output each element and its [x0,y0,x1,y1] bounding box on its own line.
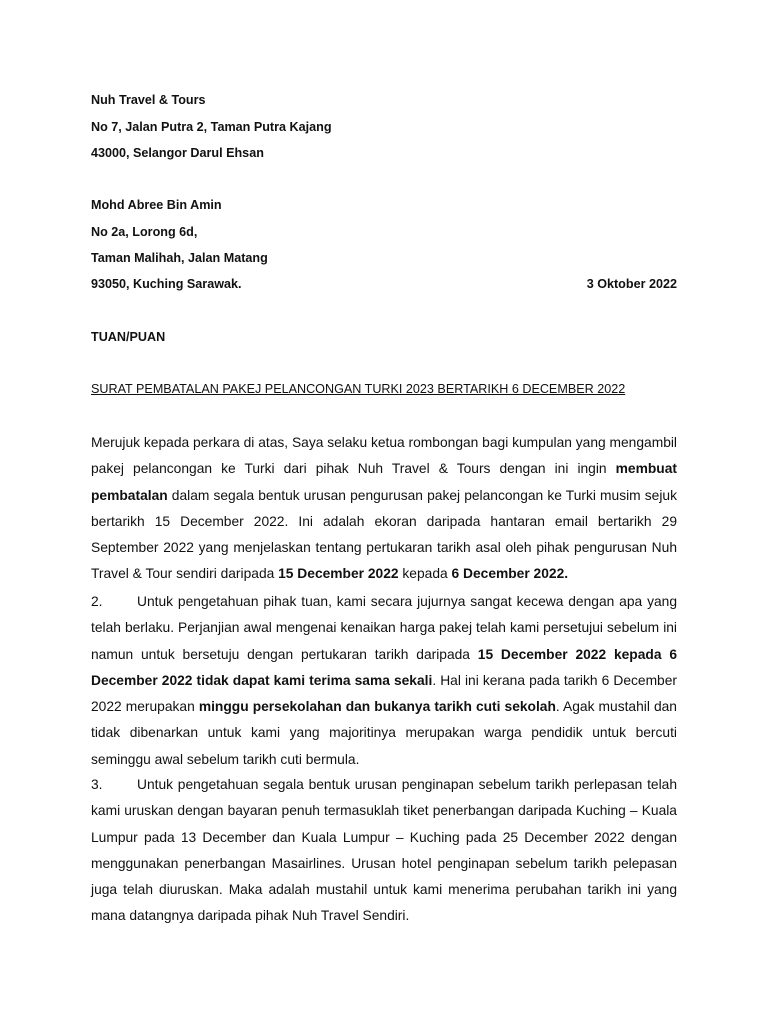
paragraph-3 [91,772,677,930]
paragraph-1-bold-2: 15 December 2022 [278,566,399,582]
paragraph-2-text-1: Untuk pengetahuan pihak tuan, kami secara jujurnya sangat kecewa dengan apa yang telah berlaku. Perjanjian awal mengenai kenaikan harga pakej telah kami persetujui sebelum ini namun untuk bersetuju dengan pertukaran tarikh daripada [91,594,677,662]
sender-address-line-2: 43000, Selangor Darul Ehsan [91,146,264,160]
recipient-name: Mohd Abree Bin Amin [91,198,222,212]
letter-subject: SURAT PEMBATALAN PAKEJ PELANCONGAN TURKI 2023 BERTARIKH 6 DECEMBER 2022 [91,382,626,396]
paragraph-2-number: 2. [91,594,103,609]
sender-address-line-1: No 7, Jalan Putra 2, Taman Putra Kajang [91,120,332,134]
paragraph-1-text-3: kepada [398,566,452,582]
paragraph-1-text-1: Merujuk kepada perkara di atas, Saya selaku ketua rombongan bagi kumpulan yang mengambil pakej pelancongan ke Turki dari pihak Nuh Travel & Tours dengan ini ingin [91,435,677,477]
paragraph-2 [91,589,677,773]
salutation: TUAN/PUAN [91,330,166,344]
recipient-address-line-2: Taman Malihah, Jalan Matang [91,251,268,265]
paragraph-3-text-1: Untuk pengetahuan segala bentuk urusan penginapan sebelum tarikh perlepasan telah kami uruskan dengan bayaran penuh termasuklah tiket penerbangan daripada Kuching – Kuala Lumpur pada 13 December dan Kuala Lumpur – Kuching pada 25 December 2022 dengan menggunakan penerbangan Masairlines. Urusan hotel penginapan sebelum tarikh pelepasan juga telah diuruskan. Maka adalah mustahil untuk kami menerima perubahan tarikh ini yang mana datangnya daripada pihak Nuh Travel Sendiri. [91,777,677,924]
paragraph-3-number: 3. [91,777,103,792]
paragraph-2-bold-2: minggu persekolahan dan bukanya tarikh cuti sekolah [198,699,556,715]
recipient-address-line-1: No 2a, Lorong 6d, [91,225,198,239]
recipient-address-line-3: 93050, Kuching Sarawak. [91,277,242,291]
paragraph-2-bold-1: 15 December 2022 kepada 6 December 2022 tidak dapat kami terima sama sekali [91,646,677,688]
letter-date: 3 Oktober 2022 [586,277,677,291]
paragraph-2-text-3: . Agak mustahil dan tidak dibenarkan untuk kami yang majoritinya merupakan warga pendidik untuk bercuti seminggu awal sebelum tarikh cuti bermula. [91,699,677,767]
paragraph-2-text-2: . Hal ini kerana pada tarikh 6 December 2022 merupakan [91,672,678,715]
paragraph-1-bold-3: 6 December 2022. [451,566,569,582]
paragraph-1-bold-1: membuat pembatalan [91,461,677,503]
paragraph-1 [91,430,677,588]
paragraph-1-text-2: dalam segala bentuk urusan pengurusan pakej pelancongan ke Turki musim sejuk bertarikh 15 December 2022. Ini adalah ekoran daripada hantaran email bertarikh 29 September 2022 yang menjelaskan tentang pertukaran tarikh asal oleh pihak pengurusan Nuh Travel & Tour sendiri daripada [91,487,677,582]
sender-name: Nuh Travel & Tours [91,93,206,107]
